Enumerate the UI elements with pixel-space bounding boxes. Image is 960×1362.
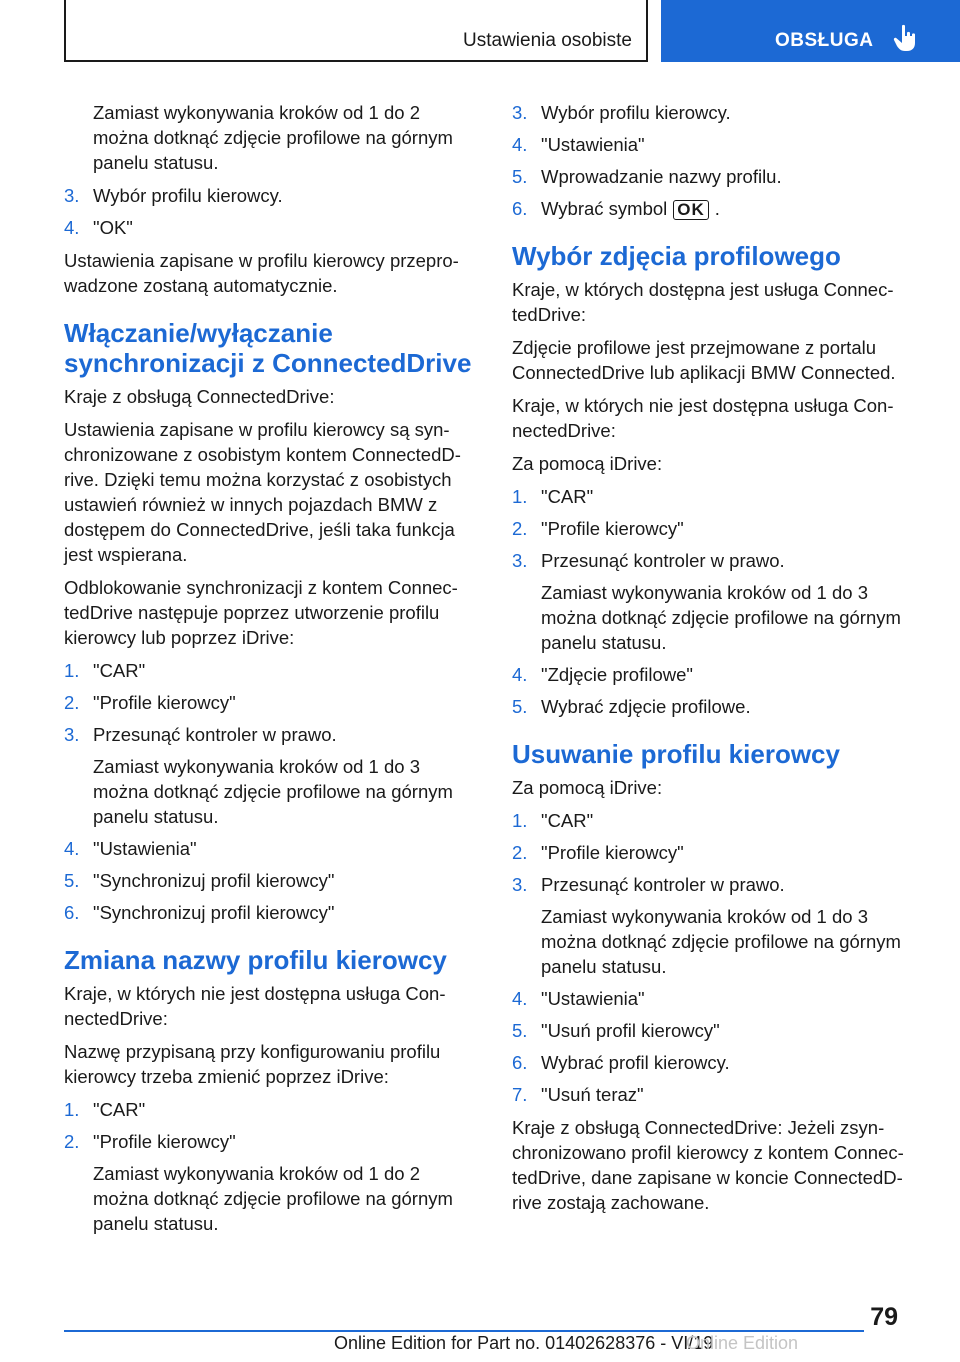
step-number: 5. (512, 166, 528, 187)
step-text: "Usuń profil kierowcy" (541, 1020, 720, 1041)
step-text: Przesunąć kontroler w prawo. (541, 550, 785, 571)
list-item (512, 548, 926, 655)
step-text: "Synchronizuj profil kierowcy" (93, 870, 335, 891)
step-number: 2. (64, 1131, 80, 1152)
step-text: "Synchronizuj profil kierowcy" (93, 902, 335, 923)
header-section-box (64, 0, 648, 62)
step-number: 5. (64, 870, 80, 891)
step-subtext: Zamiast wykonywania kroków od 1 do 3 można dotknąć zdjęcie profilowe na górnym panelu statusu. (93, 756, 453, 827)
paragraph: Za pomocą iDrive: (512, 777, 663, 798)
list-item (512, 164, 926, 189)
header-tab-label: OBSŁUGA (775, 30, 874, 51)
delete-steps-list (512, 808, 926, 1107)
photo-steps-list (512, 484, 926, 719)
step-text: Wybór profilu kierowcy. (541, 102, 731, 123)
step-number: 1. (64, 1099, 80, 1120)
hand-pointer-icon (893, 24, 919, 52)
step-number: 4. (64, 217, 80, 238)
header-section-title: Ustawienia osobiste (463, 30, 632, 51)
paragraph: Kraje, w których nie jest dostępna usługa ConnectedDrive: (64, 983, 446, 1029)
footer-divider (64, 1330, 864, 1332)
list-item (512, 986, 926, 1011)
sync-steps-list (64, 658, 478, 925)
step-number: 1. (512, 810, 528, 831)
step-number: 4. (64, 838, 80, 859)
step-text: Wybrać zdjęcie profilowe. (541, 696, 751, 717)
step-number: 3. (64, 185, 80, 206)
list-item (512, 132, 926, 157)
photo-heading: Wybór zdjęcia profilowego (512, 241, 841, 271)
step-text: "Ustawienia" (541, 134, 645, 155)
list-item (512, 484, 926, 509)
step-text: Wybrać symbol (541, 198, 668, 219)
step-text: "OK" (93, 217, 133, 238)
step-text: "Zdjęcie profilowe" (541, 664, 693, 685)
step-text: "Profile kierowcy" (93, 1131, 236, 1152)
step-text: Wybrać profil kierowcy. (541, 1052, 730, 1073)
delete-heading: Usuwanie profilu kierowcy (512, 739, 840, 769)
list-item (512, 1018, 926, 1043)
step-text: "Profile kierowcy" (541, 518, 684, 539)
header-chapter-tab[interactable] (661, 0, 960, 62)
step-text: "Profile kierowcy" (541, 842, 684, 863)
step-text: "CAR" (93, 1099, 146, 1120)
step-text: "CAR" (541, 810, 594, 831)
step-subtext: Zamiast wykonywania kroków od 1 do 3 można dotknąć zdjęcie profilowe na górnym panelu statusu. (541, 582, 901, 653)
step-number: 2. (64, 692, 80, 713)
step-text: "Usuń teraz" (541, 1084, 644, 1105)
list-item (512, 808, 926, 833)
list-item (512, 100, 926, 125)
step-text: Wprowadzanie nazwy profilu. (541, 166, 782, 187)
step-number: 6. (512, 198, 528, 219)
paragraph: Kraje, w których nie jest dostępna usługa ConnectedDrive: (512, 395, 894, 441)
step-number: 3. (64, 724, 80, 745)
paragraph: Za pomocą iDrive: (512, 453, 663, 474)
paragraph: Zdjęcie profilowe jest przejmowane z portalu ConnectedDrive lub aplikacji BMW Connected. (512, 337, 896, 383)
step-subtext: Zamiast wykonywania kroków od 1 do 3 można dotknąć zdjęcie profilowe na górnym panelu statusu. (541, 906, 901, 977)
step-number: 4. (512, 664, 528, 685)
step-number: 2. (512, 842, 528, 863)
list-item (512, 840, 926, 865)
paragraph: Odblokowanie synchronizacji z kontem ConnectedDrive następuje poprzez utworzenie profilu kierowcy lub poprzez iDrive: (64, 577, 458, 648)
list-item (512, 1082, 926, 1107)
paragraph: Ustawienia zapisane w profilu kierowcy są synchronizowane z osobistym kontem ConnectedDrive. Dzięki temu można korzystać z osobistych ustawień również w innych pojazdach BMW z dostępem do ConnectedDrive, jeśli taka funkcja jest wspierana. (64, 419, 461, 565)
step-number: 5. (512, 1020, 528, 1041)
step-text: Wybór profilu kierowcy. (93, 185, 283, 206)
list-item (512, 662, 926, 687)
step-text: "CAR" (93, 660, 146, 681)
list-item (64, 1129, 478, 1236)
list-item (512, 196, 926, 221)
list-item (64, 690, 478, 715)
footer-edition-text: Online Edition for Part no. 01402628376 - VI/19 (334, 1333, 714, 1353)
sync-heading: Włączanie/wyłączanie synchronizacji z ConnectedDrive (64, 318, 472, 378)
step-number: 5. (512, 696, 528, 717)
list-item (512, 1050, 926, 1075)
paragraph: Nazwę przypisaną przy konfigurowaniu profilu kierowcy trzeba zmienić poprzez iDrive: (64, 1041, 441, 1087)
step-number: 7. (512, 1084, 528, 1105)
step-text-suffix: . (714, 198, 720, 219)
step-number: 6. (512, 1052, 528, 1073)
list-item (64, 868, 478, 893)
intro-steps-list (64, 183, 478, 240)
intro-paragraph: Ustawienia zapisane w profilu kierowcy przeprowadzone zostaną automatycznie. (64, 250, 459, 296)
step-text: Przesunąć kontroler w prawo. (541, 874, 785, 895)
step-subtext: Zamiast wykonywania kroków od 1 do 2 można dotknąć zdjęcie profilowe na górnym panelu statusu. (93, 1163, 453, 1234)
left-column (64, 100, 478, 1244)
step-text: Przesunąć kontroler w prawo. (93, 724, 337, 745)
paragraph: Kraje z obsługą ConnectedDrive: Jeżeli zsynchronizowano profil kierowcy z kontem ConnectedDrive, dane zapisane w koncie ConnectedDrive zostają zachowane. (512, 1117, 904, 1213)
list-item (64, 658, 478, 683)
paragraph: Kraje, w których dostępna jest usługa ConnectedDrive: (512, 279, 894, 325)
ok-symbol-icon: OK (673, 200, 709, 220)
rename-continued-steps-list (512, 100, 926, 221)
list-item (64, 836, 478, 861)
step-number: 2. (512, 518, 528, 539)
paragraph: Kraje z obsługą ConnectedDrive: (64, 386, 335, 407)
step-number: 4. (512, 134, 528, 155)
list-item (64, 722, 478, 829)
step-text: "Ustawienia" (93, 838, 197, 859)
list-item (64, 900, 478, 925)
step-number: 1. (512, 486, 528, 507)
list-item (512, 516, 926, 541)
list-item (64, 183, 478, 208)
right-column (512, 100, 926, 1223)
page-number: 79 (870, 1303, 898, 1331)
intro-indent-paragraph: Zamiast wykonywania kroków od 1 do 2 można dotknąć zdjęcie profilowe na górnym panelu statusu. (93, 102, 453, 173)
step-number: 3. (512, 874, 528, 895)
list-item (64, 215, 478, 240)
step-text: "Ustawienia" (541, 988, 645, 1009)
step-text: "Profile kierowcy" (93, 692, 236, 713)
list-item (512, 872, 926, 979)
step-number: 4. (512, 988, 528, 1009)
rename-steps-list (64, 1097, 478, 1236)
list-item (512, 694, 926, 719)
list-item (64, 1097, 478, 1122)
step-number: 3. (512, 102, 528, 123)
rename-heading: Zmiana nazwy profilu kierowcy (64, 945, 447, 975)
step-number: 6. (64, 902, 80, 923)
step-number: 1. (64, 660, 80, 681)
step-number: 3. (512, 550, 528, 571)
footer-watermark: Online Edition (686, 1333, 799, 1353)
step-text: "CAR" (541, 486, 594, 507)
